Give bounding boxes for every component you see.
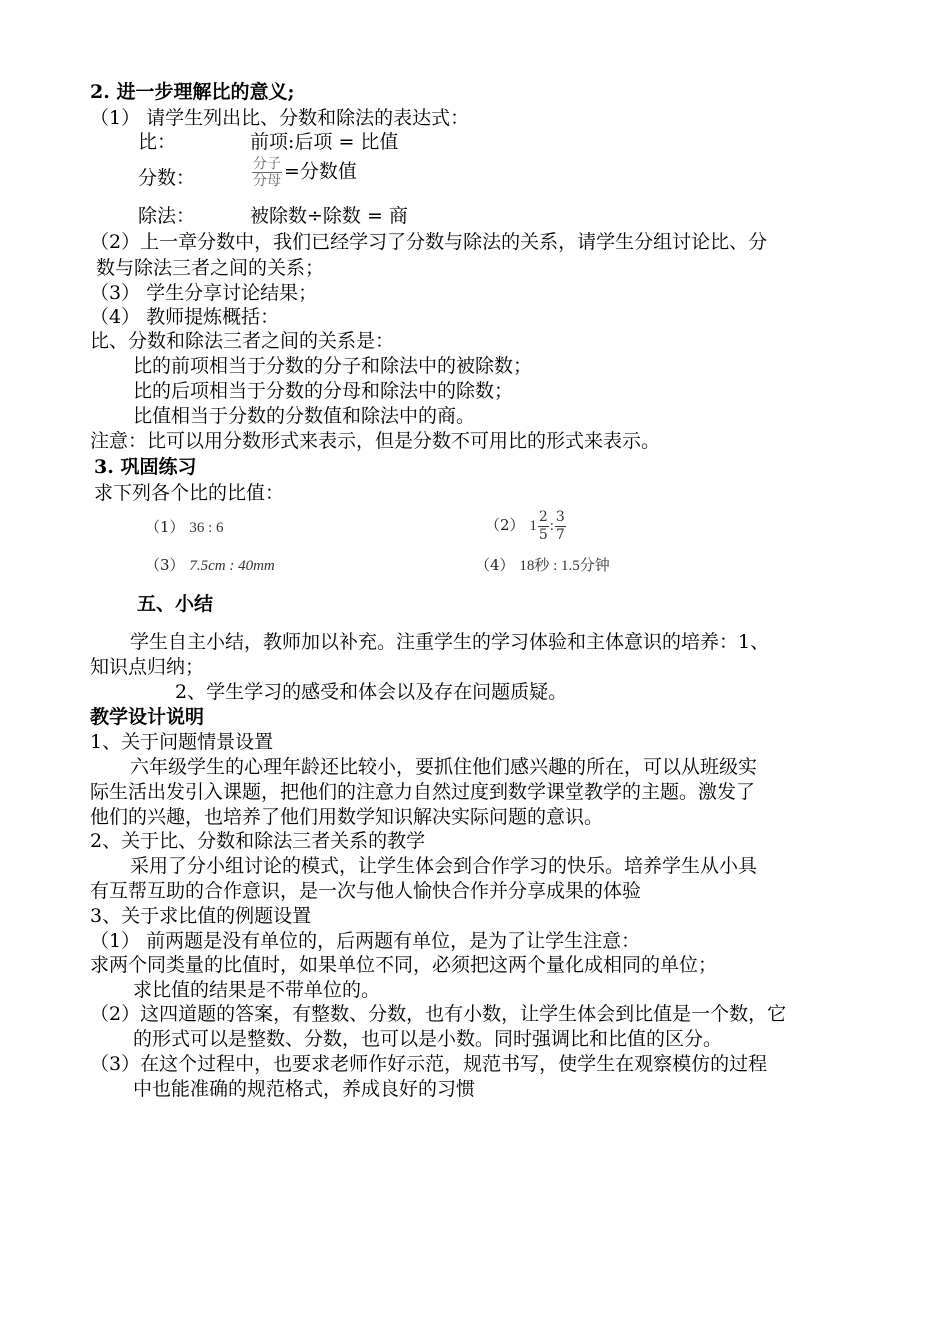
exercise-2-whole: 1 bbox=[529, 518, 537, 534]
fraction-numerator: 分子 bbox=[253, 156, 281, 172]
step-2-line-1: （2）上一章分数中，我们已经学习了分数与除法的关系，请学生分组讨论比、分 bbox=[90, 231, 768, 253]
exercise-1 bbox=[145, 515, 224, 540]
design-q3-line-2: 中也能准确的规范格式，养成良好的习惯 bbox=[133, 1078, 476, 1100]
exercise-1-expression: 36 : 6 bbox=[189, 520, 224, 536]
relation-1: 比的前项相当于分数的分子和除法中的被除数； bbox=[133, 355, 533, 377]
exercise-1-label: （1） bbox=[145, 518, 185, 536]
step-1: （1） 请学生列出比、分数和除法的表达式： bbox=[90, 107, 470, 129]
step-3: （3） 学生分享讨论结果； bbox=[90, 282, 318, 304]
step-2-line-2: 数与除法三者之间的关系； bbox=[96, 257, 325, 279]
design-p1-line-1: 六年级学生的心理年龄还比较小，要抓住他们感兴趣的所在，可以从班级实 bbox=[130, 756, 758, 778]
design-q1: （1） 前两题是没有单位的，后两题有单位，是为了让学生注意： bbox=[90, 930, 641, 952]
fraction-value-text: =分数值 bbox=[284, 160, 357, 183]
design-q3-line-1: （3）在这个过程中，也要求老师作好示范，规范书写，使学生在观察模仿的过程 bbox=[90, 1053, 768, 1075]
section-2-heading: 2. 进一步理解比的意义; bbox=[90, 81, 295, 103]
fraction-denominator: 分母 bbox=[253, 173, 281, 189]
design-q1-line-3: 求比值的结果是不带单位的。 bbox=[133, 979, 381, 1001]
exercise-3 bbox=[145, 553, 275, 578]
fraction-expression bbox=[250, 156, 357, 189]
division-expression: 被除数÷除数 = 商 bbox=[250, 205, 408, 227]
relation-intro: 比、分数和除法三者之间的关系是： bbox=[90, 330, 395, 352]
design-heading: 教学设计说明 bbox=[90, 706, 205, 728]
exercise-3-expression: 7.5cm : 40mm bbox=[189, 558, 275, 574]
section-5-heading: 五、小结 bbox=[137, 593, 214, 615]
section-3-heading: 3. 巩固练习 bbox=[94, 456, 197, 478]
exercise-prompt: 求下列各个比的比值： bbox=[94, 482, 285, 504]
design-h2: 2、关于比、分数和除法三者关系的教学 bbox=[90, 830, 426, 852]
summary-line-1: 学生自主小结，教师加以补充。注重学生的学习体验和主体意识的培养：1、 bbox=[130, 631, 770, 653]
design-p2-line-1: 采用了分小组讨论的模式，让学生体会到合作学习的快乐。培养学生从小具 bbox=[130, 855, 758, 877]
exercise-2-fraction-2 bbox=[555, 509, 566, 544]
relation-3: 比值相当于分数的分数值和除法中的商。 bbox=[133, 405, 476, 427]
exercise-3-label: （3） bbox=[145, 556, 185, 574]
ratio-label: 比： bbox=[138, 131, 177, 153]
step-4: （4） 教师提炼概括： bbox=[90, 306, 280, 328]
relation-2: 比的后项相当于分数的分母和除法中的除数； bbox=[133, 380, 514, 402]
exercise-2-num-2: 3 bbox=[555, 508, 565, 525]
exercise-2-label: （2） bbox=[485, 516, 525, 534]
design-p1-line-2: 际生活出发引入课题，把他们的注意力自然过度到数学课堂教学的主题。激发了 bbox=[90, 781, 756, 803]
exercise-2-den-1: 5 bbox=[538, 526, 548, 543]
exercise-2-den-2: 7 bbox=[555, 526, 565, 543]
fraction-label: 分数： bbox=[138, 167, 196, 189]
exercise-2-fraction-1 bbox=[538, 509, 549, 544]
design-q2-line-1: （2）这四道题的答案，有整数、分数，也有小数，让学生体会到比值是一个数，它 bbox=[90, 1003, 787, 1025]
fraction-symbol bbox=[252, 156, 282, 189]
exercise-4 bbox=[475, 553, 610, 578]
design-q1-line-2: 求两个同类量的比值时，如果单位不同，必须把这两个量化成相同的单位； bbox=[90, 954, 718, 976]
exercise-2 bbox=[485, 506, 567, 545]
ratio-expression: 前项:后项 = 比值 bbox=[250, 131, 399, 153]
design-h1: 1、关于问题情景设置 bbox=[90, 731, 274, 753]
summary-line-3: 2、学生学习的感受和体会以及存在问题质疑。 bbox=[175, 681, 568, 703]
exercise-4-expression: 18秒 : 1.5分钟 bbox=[519, 558, 610, 574]
design-h3: 3、关于求比值的例题设置 bbox=[90, 905, 312, 927]
summary-line-2: 知识点归纳； bbox=[90, 656, 205, 678]
division-label: 除法： bbox=[138, 205, 196, 227]
design-p2-line-2: 有互帮互助的合作意识，是一次与他人愉快合作并分享成果的体验 bbox=[90, 880, 642, 902]
exercise-2-colon: : bbox=[549, 518, 554, 534]
note: 注意：比可以用分数形式来表示，但是分数不可用比的形式来表示。 bbox=[90, 430, 661, 452]
design-q2-line-2: 的形式可以是整数、分数，也可以是小数。同时强调比和比值的区分。 bbox=[133, 1028, 723, 1050]
exercise-4-label: （4） bbox=[475, 556, 515, 574]
exercise-2-num-1: 2 bbox=[538, 508, 548, 525]
design-p1-line-3: 他们的兴趣，也培养了他们用数学知识解决实际问题的意识。 bbox=[90, 806, 604, 828]
